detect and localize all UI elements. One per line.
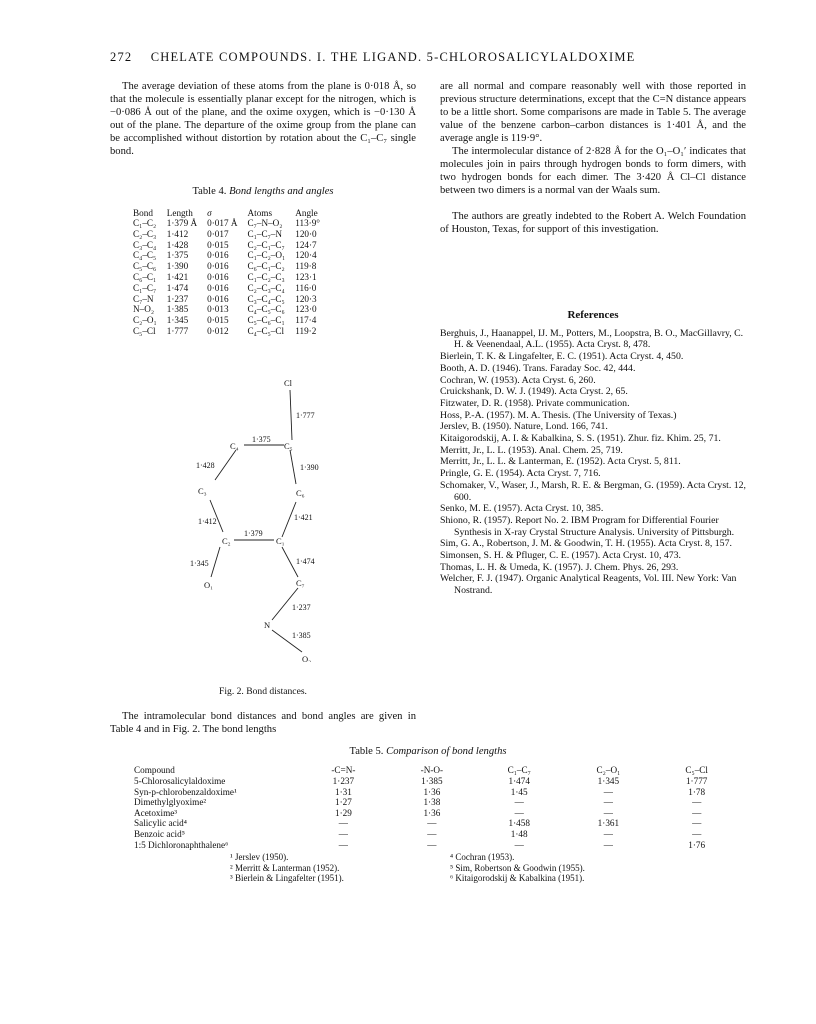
running-header xyxy=(110,50,730,65)
table5-cell: — xyxy=(692,818,702,829)
bond-label-c5-c6: 1·390 xyxy=(300,463,319,472)
table4-cell: C₄–C₅–Cl xyxy=(247,325,285,336)
reference-item: Sim, G. A., Robertson, J. M. & Goodwin, T. H. (1955). Acta Cryst. 8, 157. xyxy=(440,538,732,550)
page-number: 272 xyxy=(110,50,133,64)
table5-cell: 1·474 xyxy=(508,776,530,786)
table5-cell: Dimethylglyoxime² xyxy=(134,797,207,808)
table5 xyxy=(130,764,740,850)
table4-cell: C₁–C₂–C₃ xyxy=(247,271,285,282)
atom-c1: C₁ xyxy=(276,536,285,546)
atom-o1: O₁ xyxy=(204,580,214,590)
table4-cell: 0·016 xyxy=(207,293,229,304)
bond-c3-c4 xyxy=(215,450,236,480)
table4-cell: 0·016 xyxy=(207,261,229,272)
atom-c7: C₇ xyxy=(296,578,305,588)
reference-item: Senko, M. E. (1957). Acta Cryst. 10, 385. xyxy=(440,503,604,515)
table5-cell: 1·38 xyxy=(423,797,441,808)
table4-header: Bond xyxy=(133,208,153,218)
table4-row xyxy=(128,218,325,229)
table5-footnotes-left xyxy=(230,852,430,884)
table5-cell: Acetoxime³ xyxy=(134,807,178,818)
table4-cell: 0·016 xyxy=(207,271,229,282)
table5-cell: Benzoic acid⁵ xyxy=(134,828,185,839)
table5-cell: 1·31 xyxy=(334,786,352,797)
atom-c4: C₄ xyxy=(230,441,239,451)
references-list xyxy=(440,328,746,597)
bond-c2-c3 xyxy=(210,500,223,532)
references-section xyxy=(440,310,746,597)
table4-cell: C₁–C₇–N xyxy=(247,228,283,239)
table5-cell: 1:5 Dichloronaphthalene⁶ xyxy=(134,839,229,850)
table5-footnote: ³ Bierlein & Lingafelter (1951). xyxy=(230,873,344,884)
table5-cell: 1·237 xyxy=(332,776,355,786)
table4-cell: C₇–N xyxy=(133,293,154,304)
reference-item: Berghuis, J., Haanappel, IJ. M., Potters, M., Loopstra, B. O., MacGillavry, C. H. & Veenendaal, A.L. (1955). Acta Cryst. 8, 478. xyxy=(440,327,744,351)
right-column-text xyxy=(440,80,746,236)
table5-header: C₂–O₁ xyxy=(596,765,621,775)
table4-cell: 113·9° xyxy=(295,218,320,228)
table4-cell: 0·017 Å xyxy=(207,218,238,228)
table4-header: Angle xyxy=(295,208,318,218)
table5-row xyxy=(130,818,740,829)
table4-header: Length xyxy=(166,208,193,218)
table5-cell: — xyxy=(603,797,613,808)
table4-cell: 0·016 xyxy=(207,250,229,261)
table4-row xyxy=(128,229,325,240)
bond-c5-cl xyxy=(290,390,292,440)
table5-header: -N-O- xyxy=(420,765,444,775)
reference-item: Booth, A. D. (1946). Trans. Faraday Soc. 42, 444. xyxy=(440,362,636,374)
table5-cell: — xyxy=(603,807,613,818)
reference-item: Jerslev, B. (1950). Nature, Lond. 166, 741. xyxy=(440,421,608,433)
table5-cell: 1·458 xyxy=(508,818,530,829)
table4-cell: 120·0 xyxy=(295,228,317,239)
table5-cell: — xyxy=(427,839,437,850)
table5-cell: 1·48 xyxy=(510,828,528,839)
table4-cell: 1·421 xyxy=(166,271,189,282)
reference-item: Shiono, R. (1957). Report No. 2. IBM Program for Differential Fourier Synthesis in X-ray Crystal Structure Analysis. University of Pittsburgh. xyxy=(440,514,735,538)
table5-footnote: ² Merritt & Lanterman (1952). xyxy=(230,862,340,873)
left-paragraph-2: The intramolecular bond distances and bond angles are given in Table 4 and in Fig. 2. The bond lengths xyxy=(110,711,416,735)
table5-footnote: ⁵ Sim, Robertson & Goodwin (1955). xyxy=(450,862,585,873)
table4-cell: C₁–C₂ xyxy=(133,218,157,228)
atom-c2: C₂ xyxy=(222,536,231,546)
table4-cell: 0·016 xyxy=(207,282,229,293)
table5-cell: — xyxy=(692,807,702,818)
references-heading: References xyxy=(567,309,619,321)
bond-label-c1-c2: 1·379 xyxy=(244,529,263,538)
reference-item: Bierlein, T. K. & Lingafelter, E. C. (1951). Acta Cryst. 4, 450. xyxy=(440,351,684,363)
bond-label-n-o2: 1·385 xyxy=(292,631,311,640)
table4-caption xyxy=(110,186,416,197)
table5-cell: 1·36 xyxy=(423,807,441,818)
table5-cell: 5-Chlorosalicylaldoxime xyxy=(134,776,226,786)
acknowledgement-paragraph: The authors are greatly indebted to the Robert A. Welch Foundation of Houston, Texas, for support of this investigation. xyxy=(440,211,746,235)
running-title: CHELATE COMPOUNDS. I. THE LIGAND. 5-CHLOROSALICYLALDOXIME xyxy=(150,50,636,64)
table5-footnote: ¹ Jerslev (1950). xyxy=(230,852,289,862)
table4-row xyxy=(128,294,325,305)
table5-cell: — xyxy=(514,839,524,850)
table5-footnote: ⁴ Cochran (1953). xyxy=(450,852,515,862)
table4-cell: C₅–C₆ xyxy=(133,261,157,272)
table4-row xyxy=(128,304,325,315)
table4-row xyxy=(128,315,325,326)
table5-cell: — xyxy=(514,807,524,818)
atom-o2: O₂ xyxy=(302,654,312,662)
reference-item: Simonsen, S. H. & Pfluger, C. E. (1957). Acta Cryst. 10, 473. xyxy=(440,550,681,562)
table5-cell: Salicylic acid⁴ xyxy=(134,818,187,829)
atom-c3: C₃ xyxy=(198,486,207,496)
table4-title: Bond lengths and angles xyxy=(229,186,334,197)
table4-cell: C₂–C₁–C₇ xyxy=(247,239,285,250)
table4-cell: 0·012 xyxy=(207,325,229,336)
reference-item: Pringle, G. E. (1954). Acta Cryst. 7, 716. xyxy=(440,468,601,480)
atom-c5: C₅ xyxy=(284,441,293,451)
reference-item: Schomaker, V., Waser, J., Marsh, R. E. & Bergman, G. (1959). Acta Cryst. 12, 600. xyxy=(440,479,746,503)
table5-footnotes-right xyxy=(450,852,670,884)
reference-item: Fitzwater, D. R. (1958). Private communication. xyxy=(440,397,630,409)
table5-cell: — xyxy=(427,818,437,829)
table4-header: σ xyxy=(207,208,212,218)
table5-cell: — xyxy=(338,818,348,829)
table4-cell: C₆–C₁–C₂ xyxy=(247,261,285,272)
table5-cell: 1·27 xyxy=(334,797,352,808)
table4-cell: C₇–N–O₂ xyxy=(247,218,283,228)
reference-item: Cruickshank, D. W. J. (1949). Acta Cryst. 2, 65. xyxy=(440,386,628,398)
table4-cell: C₄–C₅–C₆ xyxy=(247,304,285,315)
table4-cell: 1·474 xyxy=(166,282,189,293)
table5-cell: — xyxy=(603,839,613,850)
table4-cell: C₅–C₆–C₁ xyxy=(247,315,285,326)
bond-label-c6-c1: 1·421 xyxy=(294,513,313,522)
table5-cell: 1·36 xyxy=(423,786,441,797)
table4-cell: 124·7 xyxy=(295,239,317,250)
table4-cell: C₁–C₇ xyxy=(133,282,157,293)
table4-cell: 1·379 Å xyxy=(166,218,198,228)
table4-cell: C₆–C₁ xyxy=(133,271,157,282)
table4-row xyxy=(128,250,325,261)
table5-row xyxy=(130,829,740,840)
table4-cell: 0·015 xyxy=(207,239,229,250)
table4-cell: C₃–C₄ xyxy=(133,239,157,250)
table5-row xyxy=(130,776,740,787)
table5-grid xyxy=(130,764,740,850)
table4-cell: C₂–C₃ xyxy=(133,228,157,239)
table4-cell: 1·375 xyxy=(166,250,189,261)
table5-cell: — xyxy=(692,797,702,808)
table4-cell: 1·390 xyxy=(166,261,189,272)
table4-cell: 123·1 xyxy=(295,271,317,282)
table4-cell: 120·3 xyxy=(295,293,317,304)
reference-item: Merritt, Jr., L. L. & Lanterman, E. (1952). Acta Cryst. 5, 811. xyxy=(440,456,681,468)
reference-item: Cochran, W. (1953). Acta Cryst. 6, 260. xyxy=(440,374,596,386)
table4-row xyxy=(128,261,325,272)
table5-cell: 1·78 xyxy=(688,786,706,797)
table5-cell: 1·385 xyxy=(421,776,443,786)
table5-header: C₅–Cl xyxy=(685,765,708,775)
reference-item: Hoss, P.-A. (1957). M. A. Thesis. (The University of Texas.) xyxy=(440,409,677,421)
table4-row xyxy=(128,240,325,251)
table5-cell: 1·345 xyxy=(597,776,620,786)
bond-c5-c6 xyxy=(290,450,296,484)
reference-item: Thomas, L. H. & Umeda, K. (1957). J. Chem. Phys. 26, 293. xyxy=(440,561,679,573)
table4-cell: 119·2 xyxy=(295,325,317,336)
bond-label-c1-c7: 1·474 xyxy=(296,557,315,566)
molecule-diagram xyxy=(150,372,390,662)
table4-cell: 1·385 xyxy=(166,304,189,315)
table4-cell: 116·0 xyxy=(295,282,317,293)
bond-label-c5-cl: 1·777 xyxy=(296,411,315,420)
table5-row xyxy=(130,840,740,851)
table4-cell: 1·237 xyxy=(166,293,189,304)
table5-row xyxy=(130,808,740,819)
table4-cell: 117·4 xyxy=(295,315,317,326)
bond-label-c3-c4: 1·428 xyxy=(196,461,215,470)
table4-cell: C₄–C₅ xyxy=(133,250,157,261)
table4-label: Table 4. xyxy=(192,186,227,197)
table5-footnote: ⁶ Kitaigorodskij & Kabalkina (1951). xyxy=(450,873,585,884)
table4-cell: 120·4 xyxy=(295,250,317,261)
table5-cell: 1·29 xyxy=(334,807,352,818)
left-paragraph-1: The average deviation of these atoms from the plane is 0·018 Å, so that the molecule is essentially planar except for the nitrogen, which is −0·086 Å out of the plane, and the oxime oxygen, which is −0·130 Å out of the plane. The departure of the oxime group from the plane can be accomplished without distortion by rotation about the C₁–C₇ single bond. xyxy=(110,81,416,157)
table5-caption xyxy=(110,746,746,757)
table5-cell: 1·361 xyxy=(597,818,620,829)
reference-item: Merritt, Jr., L. L. (1953). Anal. Chem. 25, 719. xyxy=(440,444,623,456)
table5-cell: 1·777 xyxy=(685,776,708,786)
table4-cell: 1·777 xyxy=(166,325,189,336)
table4-cell: 119·8 xyxy=(295,261,317,272)
table5-title: Comparison of bond lengths xyxy=(386,746,507,757)
table4-cell: 123·0 xyxy=(295,304,317,315)
table5-header: Compound xyxy=(134,765,175,775)
table5-cell: Syn-p-chlorobenzaldoxime¹ xyxy=(134,786,237,797)
atom-n: N xyxy=(264,620,271,630)
bond-label-c7-n: 1·237 xyxy=(292,603,311,612)
table5-header: -C=N- xyxy=(331,765,356,775)
table4-cell: C₅–Cl xyxy=(133,325,156,336)
table5-cell: 1·45 xyxy=(510,786,528,797)
table4-cell: C₁–C₂–O₁ xyxy=(247,250,286,261)
table4-row xyxy=(128,326,325,337)
table4-cell: C₂–C₃–C₄ xyxy=(247,282,285,293)
right-paragraph-1: are all normal and compare reasonably well with those reported in previous structure determinations, except that the C=N distance appears to be a little short. Some comparisons are made in Table 5. The average value of the benzene carbon–carbon distances is 1·401 Å, and the average angle is 119·9°. xyxy=(440,81,746,144)
table5-header: C₁–C₇ xyxy=(507,765,531,775)
figure-2-caption: Fig. 2. Bond distances. xyxy=(219,686,307,697)
bond-label-c2-c3: 1·412 xyxy=(198,517,217,526)
table4-cell: N–O₂ xyxy=(133,304,155,315)
right-paragraph-2: The intermolecular distance of 2·828 Å for the O₁–O₁′ indicates that molecules join in pairs through hydrogen bonds to form dimers, with two hydrogen bonds for each dimer. The 3·420 Å Cl–Cl distance between two dimers is a normal van der Waals sum. xyxy=(440,146,746,196)
table4-cell: 0·013 xyxy=(207,304,229,315)
table5-cell: — xyxy=(603,828,613,839)
table5-cell: — xyxy=(603,786,613,797)
table4-cell: 1·412 xyxy=(166,228,189,239)
table4-cell: C₂–O₁ xyxy=(133,315,157,326)
table4-header: Atoms xyxy=(247,208,273,218)
table5-row xyxy=(130,787,740,798)
reference-item: Welcher, F. J. (1947). Organic Analytical Reagents, Vol. III. New York: Van Nostrand. xyxy=(440,573,737,597)
table4-cell: 1·345 xyxy=(166,315,189,326)
table4-row xyxy=(128,283,325,294)
reference-item: Kitaigorodskij, A. I. & Kabalkina, S. S. (1951). Zhur. fiz. Khim. 25, 71. xyxy=(440,433,721,445)
table4-row xyxy=(128,272,325,283)
table5-cell: — xyxy=(514,797,524,808)
table5-label: Table 5. xyxy=(349,746,384,757)
bond-label-c4-c5: 1·375 xyxy=(252,435,271,444)
table5-cell: — xyxy=(427,828,437,839)
atom-c6: C₆ xyxy=(296,488,305,498)
table5-cell: 1·76 xyxy=(688,839,706,850)
table5-cell: — xyxy=(338,839,348,850)
bond-label-c2-o1: 1·345 xyxy=(190,559,209,568)
table4-cell: 1·428 xyxy=(166,239,189,250)
table4-cell: C₃–C₄–C₅ xyxy=(247,293,285,304)
table5-row xyxy=(130,797,740,808)
figure-2-bond-distances xyxy=(150,372,390,662)
bond-c2-o1 xyxy=(211,547,220,577)
table5-cell: — xyxy=(338,828,348,839)
table4-grid xyxy=(128,208,325,337)
table4-cell: 0·017 xyxy=(207,228,229,239)
table4 xyxy=(128,208,325,337)
table5-cell: — xyxy=(692,828,702,839)
atom-cl: Cl xyxy=(284,378,293,388)
table4-cell: 0·015 xyxy=(207,315,229,326)
